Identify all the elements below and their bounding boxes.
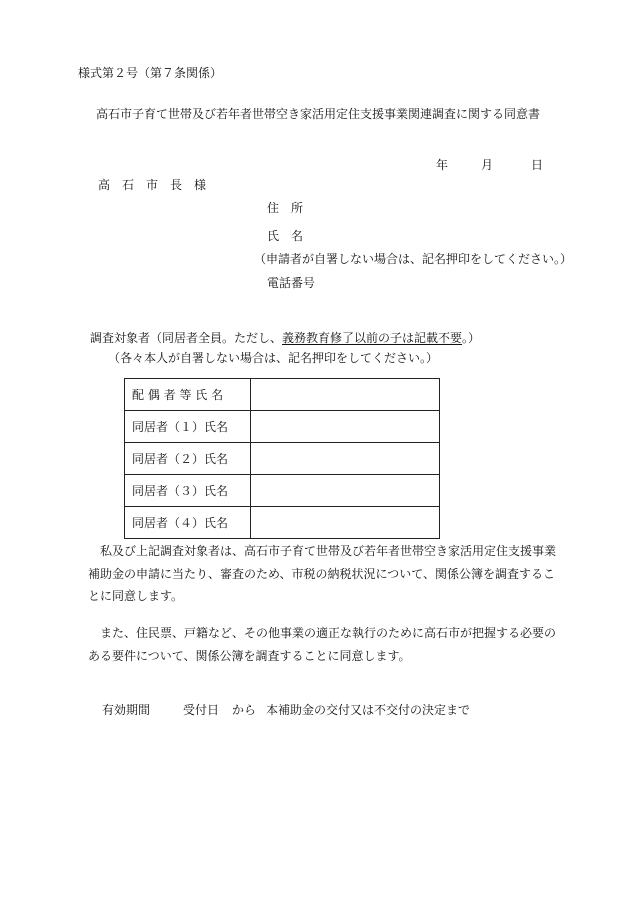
name-entry-field[interactable]	[251, 507, 440, 539]
row-label: 同居者（４）氏名	[125, 507, 251, 539]
date-day-label: 日	[531, 158, 544, 172]
survey-target-suffix: 。）	[462, 331, 481, 345]
row-label: 同居者（３）氏名	[125, 475, 251, 507]
survey-target-note: （各々本人が自署しない場合は、記名押印をしてください。）	[108, 351, 439, 365]
cohabitant-table	[124, 378, 440, 539]
validity-end: 本補助金の交付又は不交付の決定まで	[266, 703, 471, 717]
date-year-label: 年	[436, 158, 449, 172]
name-entry-field[interactable]	[251, 475, 440, 507]
table-row	[125, 507, 440, 539]
name-entry-field[interactable]	[251, 379, 440, 411]
name-label: 氏 名	[267, 229, 304, 243]
row-label: 同居者（２）氏名	[125, 443, 251, 475]
name-entry-field[interactable]	[251, 411, 440, 443]
table-row	[125, 379, 440, 411]
addressee: 高 石 市 長 様	[98, 178, 207, 192]
validity-from: から	[232, 703, 257, 717]
signature-note: （申請者が自署しない場合は、記名押印をしてください。）	[254, 252, 573, 266]
consent-paragraph-1: 私及び上記調査対象者は、高石市子育て世帯及び若年者世帯空き家活用定住支援事業補助金の申請に当たり、審査のため、市税の納税状況について、関係公簿を調査することに同意します。	[88, 544, 557, 603]
table-row	[125, 443, 440, 475]
name-entry-field[interactable]	[251, 443, 440, 475]
survey-target-exclusion: 義務教育修了以前の子は記載不要	[282, 331, 463, 345]
validity-label: 有効期間	[102, 703, 151, 717]
survey-target-line	[90, 331, 480, 345]
table-row	[125, 475, 440, 507]
table-row	[125, 411, 440, 443]
row-label: 同居者（１）氏名	[125, 411, 251, 443]
phone-label: 電話番号	[267, 276, 316, 290]
document-title: 高石市子育て世帯及び若年者世帯空き家活用定住支援事業関連調査に関する同意書	[96, 107, 541, 121]
validity-start: 受付日	[183, 703, 220, 717]
date-month-label: 月	[481, 158, 494, 172]
consent-paragraph-2: また、住民票、戸籍など、その他事業の適正な執行のために高石市が把握する必要のある要件について、関係公簿を調査することに同意します。	[88, 626, 557, 663]
address-label: 住 所	[267, 201, 304, 215]
survey-target-prefix: 調査対象者（同居者全員。ただし、	[90, 331, 283, 345]
form-number: 様式第２号（第７条関係）	[78, 66, 223, 80]
row-label: 配 偶 者 等 氏 名	[125, 379, 251, 411]
